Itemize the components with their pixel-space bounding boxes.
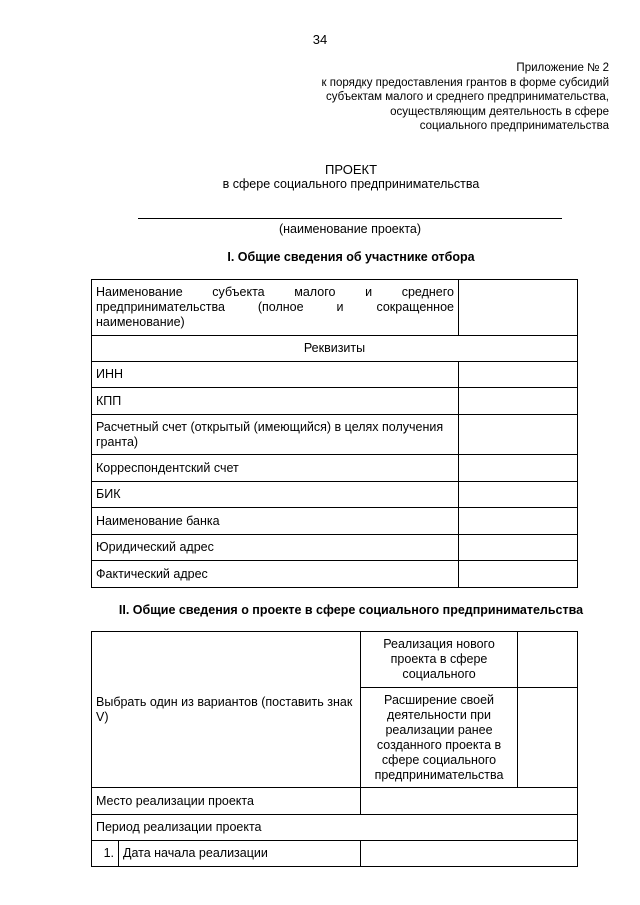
appendix-line: осуществляющим деятельность в сфере (390, 105, 609, 118)
table-row (92, 561, 578, 588)
actual-address-value[interactable] (459, 561, 578, 588)
table-row (92, 632, 578, 688)
appendix-line: к порядку предоставления грантов в форме субсидий (321, 76, 609, 89)
kpp-label: КПП (92, 388, 459, 415)
project-info-table (91, 631, 578, 867)
option-expand-checkbox[interactable] (518, 688, 578, 788)
table-row (92, 815, 578, 841)
inn-value[interactable] (459, 362, 578, 388)
appendix-header (189, 61, 609, 134)
choose-option-label: Выбрать один из вариантов (поставить знак V) (92, 632, 361, 788)
corr-account-value[interactable] (459, 455, 578, 482)
bik-value[interactable] (459, 482, 578, 508)
account-value[interactable] (459, 415, 578, 455)
place-label: Место реализации проекта (92, 788, 361, 815)
account-label: Расчетный счет (открытый (имеющийся) в целях получения гранта) (92, 415, 459, 455)
participant-info-table (91, 279, 578, 588)
table-row (92, 841, 578, 867)
period-label: Период реализации проекта (92, 815, 578, 841)
start-date-label: Дата начала реализации (119, 841, 361, 867)
appendix-line: социального предпринимательства (419, 120, 609, 132)
bik-label: БИК (92, 482, 459, 508)
option-new-project-label: Реализация нового проекта в сфере социального (361, 632, 518, 688)
legal-address-value[interactable] (459, 535, 578, 561)
table-row (92, 280, 578, 336)
project-name-line[interactable] (138, 218, 562, 219)
table-row (92, 535, 578, 561)
table-row (92, 415, 578, 455)
table-row (92, 388, 578, 415)
section-2-heading: II. Общие сведения о проекте в сфере социального предпринимательства (118, 603, 584, 617)
actual-address-label: Фактический адрес (92, 561, 459, 588)
section-1-heading: I. Общие сведения об участнике отбора (227, 250, 475, 264)
project-name-caption: (наименование проекта) (278, 222, 422, 236)
requisites-header: Реквизиты (92, 336, 578, 362)
table-row (92, 788, 578, 815)
subject-name-label: Наименование субъекта малого и среднего предпринимательства (полное и сокращенное наименование) (92, 280, 459, 336)
place-value[interactable] (361, 788, 578, 815)
option-expand-label: Расширение своей деятельности при реализации ранее созданного проекта в сфере социального предпринимательства (361, 688, 518, 788)
document-subtitle: в сфере социального предпринимательства (222, 177, 480, 191)
appendix-line: субъектам малого и среднего предпринимательства, (326, 91, 609, 103)
table-row (92, 482, 578, 508)
bank-name-value[interactable] (459, 508, 578, 535)
start-date-number: 1. (92, 841, 119, 867)
page-number: 34 (312, 32, 328, 47)
table-row (92, 362, 578, 388)
appendix-line: Приложение № 2 (516, 62, 609, 74)
option-new-project-checkbox[interactable] (518, 632, 578, 688)
table-row (92, 455, 578, 482)
bank-name-label: Наименование банка (92, 508, 459, 535)
legal-address-label: Юридический адрес (92, 535, 459, 561)
inn-label: ИНН (92, 362, 459, 388)
corr-account-label: Корреспондентский счет (92, 455, 459, 482)
document-title: ПРОЕКТ (324, 162, 378, 177)
table-row (92, 508, 578, 535)
kpp-value[interactable] (459, 388, 578, 415)
subject-name-value[interactable] (459, 280, 578, 336)
start-date-value[interactable] (361, 841, 578, 867)
table-row (92, 336, 578, 362)
